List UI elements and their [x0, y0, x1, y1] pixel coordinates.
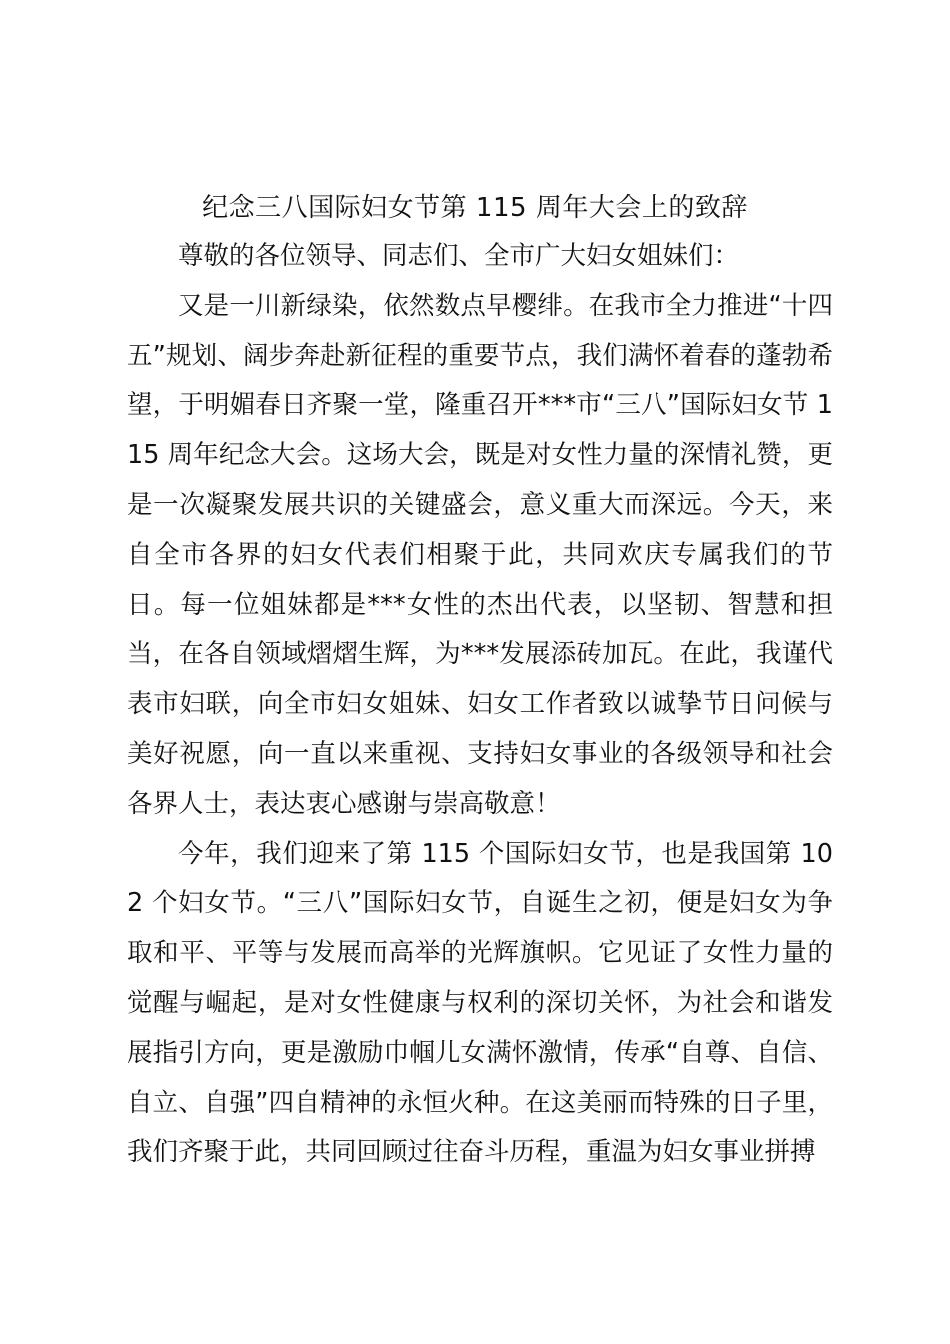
paragraph-2: 今年，我们迎来了第 115 个国际妇女节，也是我国第 102 个妇女节。“三八”国际妇女节，自诞生之初，便是妇女为争取和平、平等与发展而高举的光辉旗帜。它见证了女性力量的觉醒与崛起，是对女性健康与权利的深切关怀，为社会和谐发展指引方向，更是激励巾帼儿女满怀激情，传承“自尊、自信、自立、自强”四自精神的永恒火种。在这美丽而特殊的日子里，我们齐聚于此，共同回顾过往奋斗历程，重温为妇女事业拼搏: [127, 838, 833, 1168]
document-body: [127, 232, 833, 1178]
document-title: 纪念三八国际妇女节第 115 周年大会上的致辞: [202, 193, 748, 223]
paragraph-1: 又是一川新绿染，依然数点早樱绯。在我市全力推进“十四五”规划、阔步奔赴新征程的重要节点，我们满怀着春的蓬勃希望，于明媚春日齐聚一堂，隆重召开***市“三八”国际妇女节 115 周年纪念大会。这场大会，既是对女性力量的深情礼赞，更是一次凝聚发展共识的关键盛会，意义重大而深远。今天，来自全市各界的妇女代表们相聚于此，共同欢庆专属我们的节日。每一位姐妹都是***女性的杰出代表，以坚韧、智慧和担当，在各自领域熠熠生辉，为***发展添砖加瓦。在此，我谨代表市妇联，向全市妇女姐妹、妇女工作者致以诚挚节日问候与美好祝愿，向一直以来重视、支持妇女事业的各级领导和社会各界人士，表达衷心感谢与崇高敬意！: [127, 290, 833, 819]
salutation: 尊敬的各位领导、同志们、全市广大妇女姐妹们：: [178, 241, 740, 271]
